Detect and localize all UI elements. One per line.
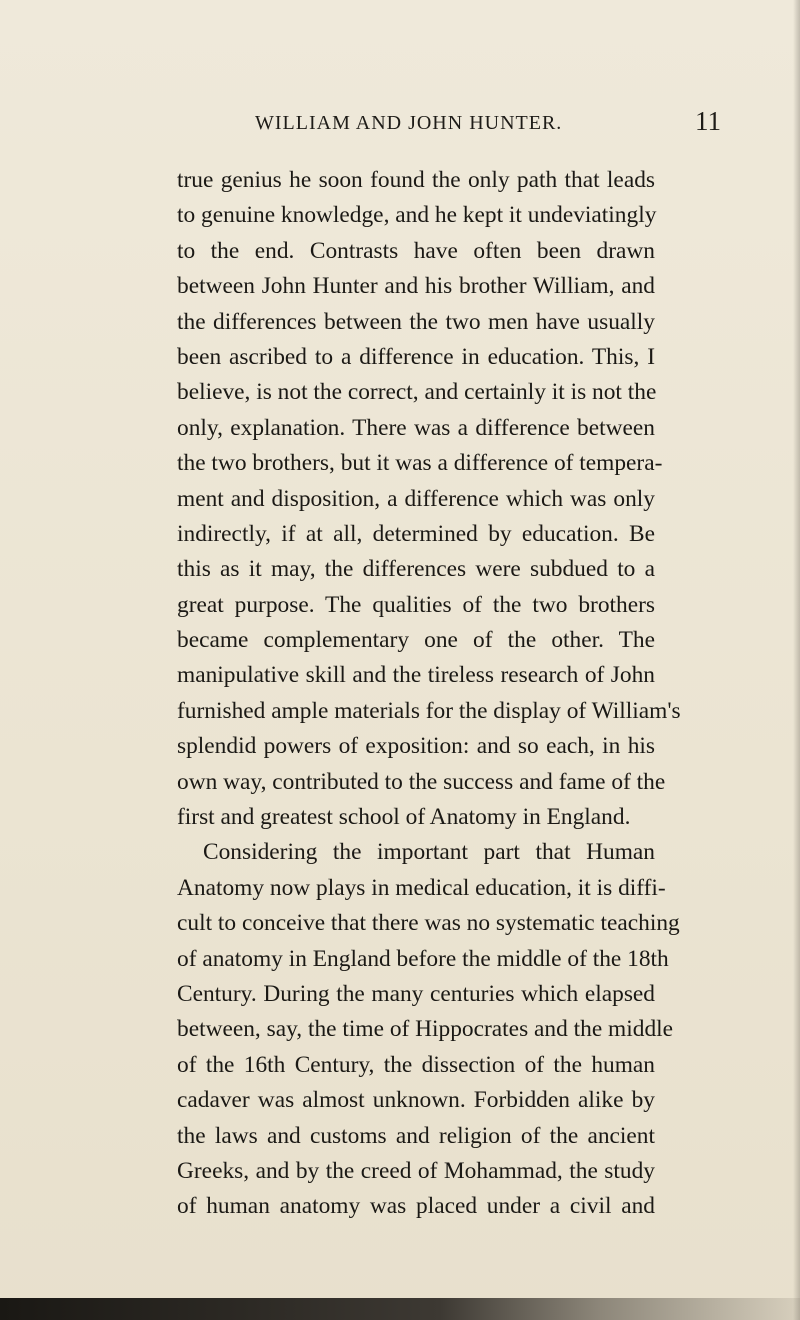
- text-line: between, say, the time of Hippocrates and the middle: [177, 1016, 674, 1043]
- body-text: [177, 163, 681, 1225]
- text-line: became complementary one of the other. The: [177, 627, 655, 654]
- text-line: to genuine knowledge, and he kept it undeviatingly: [177, 202, 657, 229]
- paragraph-start-line: Considering the important part that Human: [203, 839, 655, 866]
- text-line: between John Hunter and his brother William, and: [177, 273, 655, 300]
- page-number: 11: [695, 106, 721, 136]
- text-line: indirectly, if at all, determined by education. Be: [177, 520, 655, 547]
- text-line: manipulative skill and the tireless research of John: [177, 662, 655, 689]
- text-line: only, explanation. There was a difference between: [177, 414, 655, 441]
- running-title: WILLIAM AND JOHN HUNTER.: [255, 112, 563, 134]
- text-line: to the end. Contrasts have often been drawn: [177, 237, 655, 264]
- text-line: the differences between the two men have usually: [177, 308, 655, 335]
- text-line: great purpose. The qualities of the two brothers: [177, 591, 655, 618]
- text-line: Greeks, and by the creed of Mohammad, the study: [177, 1157, 655, 1184]
- text-line: splendid powers of exposition: and so each, in his: [177, 733, 655, 760]
- text-line: the two brothers, but it was a difference of tempera-: [177, 450, 663, 477]
- text-line: of the 16th Century, the dissection of the human: [177, 1051, 655, 1078]
- text-line: of human anatomy was placed under a civil and: [177, 1193, 655, 1220]
- text-line: been ascribed to a difference in education. This, I: [177, 343, 655, 370]
- text-line: cadaver was almost unknown. Forbidden alike by: [177, 1087, 655, 1114]
- text-line: of anatomy in England before the middle of the 18th: [177, 945, 669, 972]
- text-line: Century. During the many centuries which elapsed: [177, 980, 655, 1007]
- text-line: the laws and customs and religion of the ancient: [177, 1122, 655, 1149]
- text-line: this as it may, the differences were subdued to a: [177, 556, 655, 583]
- text-line: furnished ample materials for the display of William's: [177, 697, 681, 724]
- text-line: true genius he soon found the only path that leads: [177, 167, 655, 193]
- text-line: cult to conceive that there was no systematic teaching: [177, 910, 680, 937]
- text-line: own way, contributed to the success and fame of the: [177, 768, 666, 795]
- text-line: believe, is not the correct, and certainly it is not the: [177, 379, 657, 406]
- page-edge-shadow: [793, 0, 800, 1320]
- paragraph-end-line: first and greatest school of Anatomy in England.: [177, 804, 631, 831]
- bottom-binding-shadow: [0, 1298, 800, 1320]
- text-line: Anatomy now plays in medical education, it is diffi-: [177, 874, 666, 901]
- running-header: [0, 106, 800, 142]
- text-line: ment and disposition, a difference which was only: [177, 485, 655, 512]
